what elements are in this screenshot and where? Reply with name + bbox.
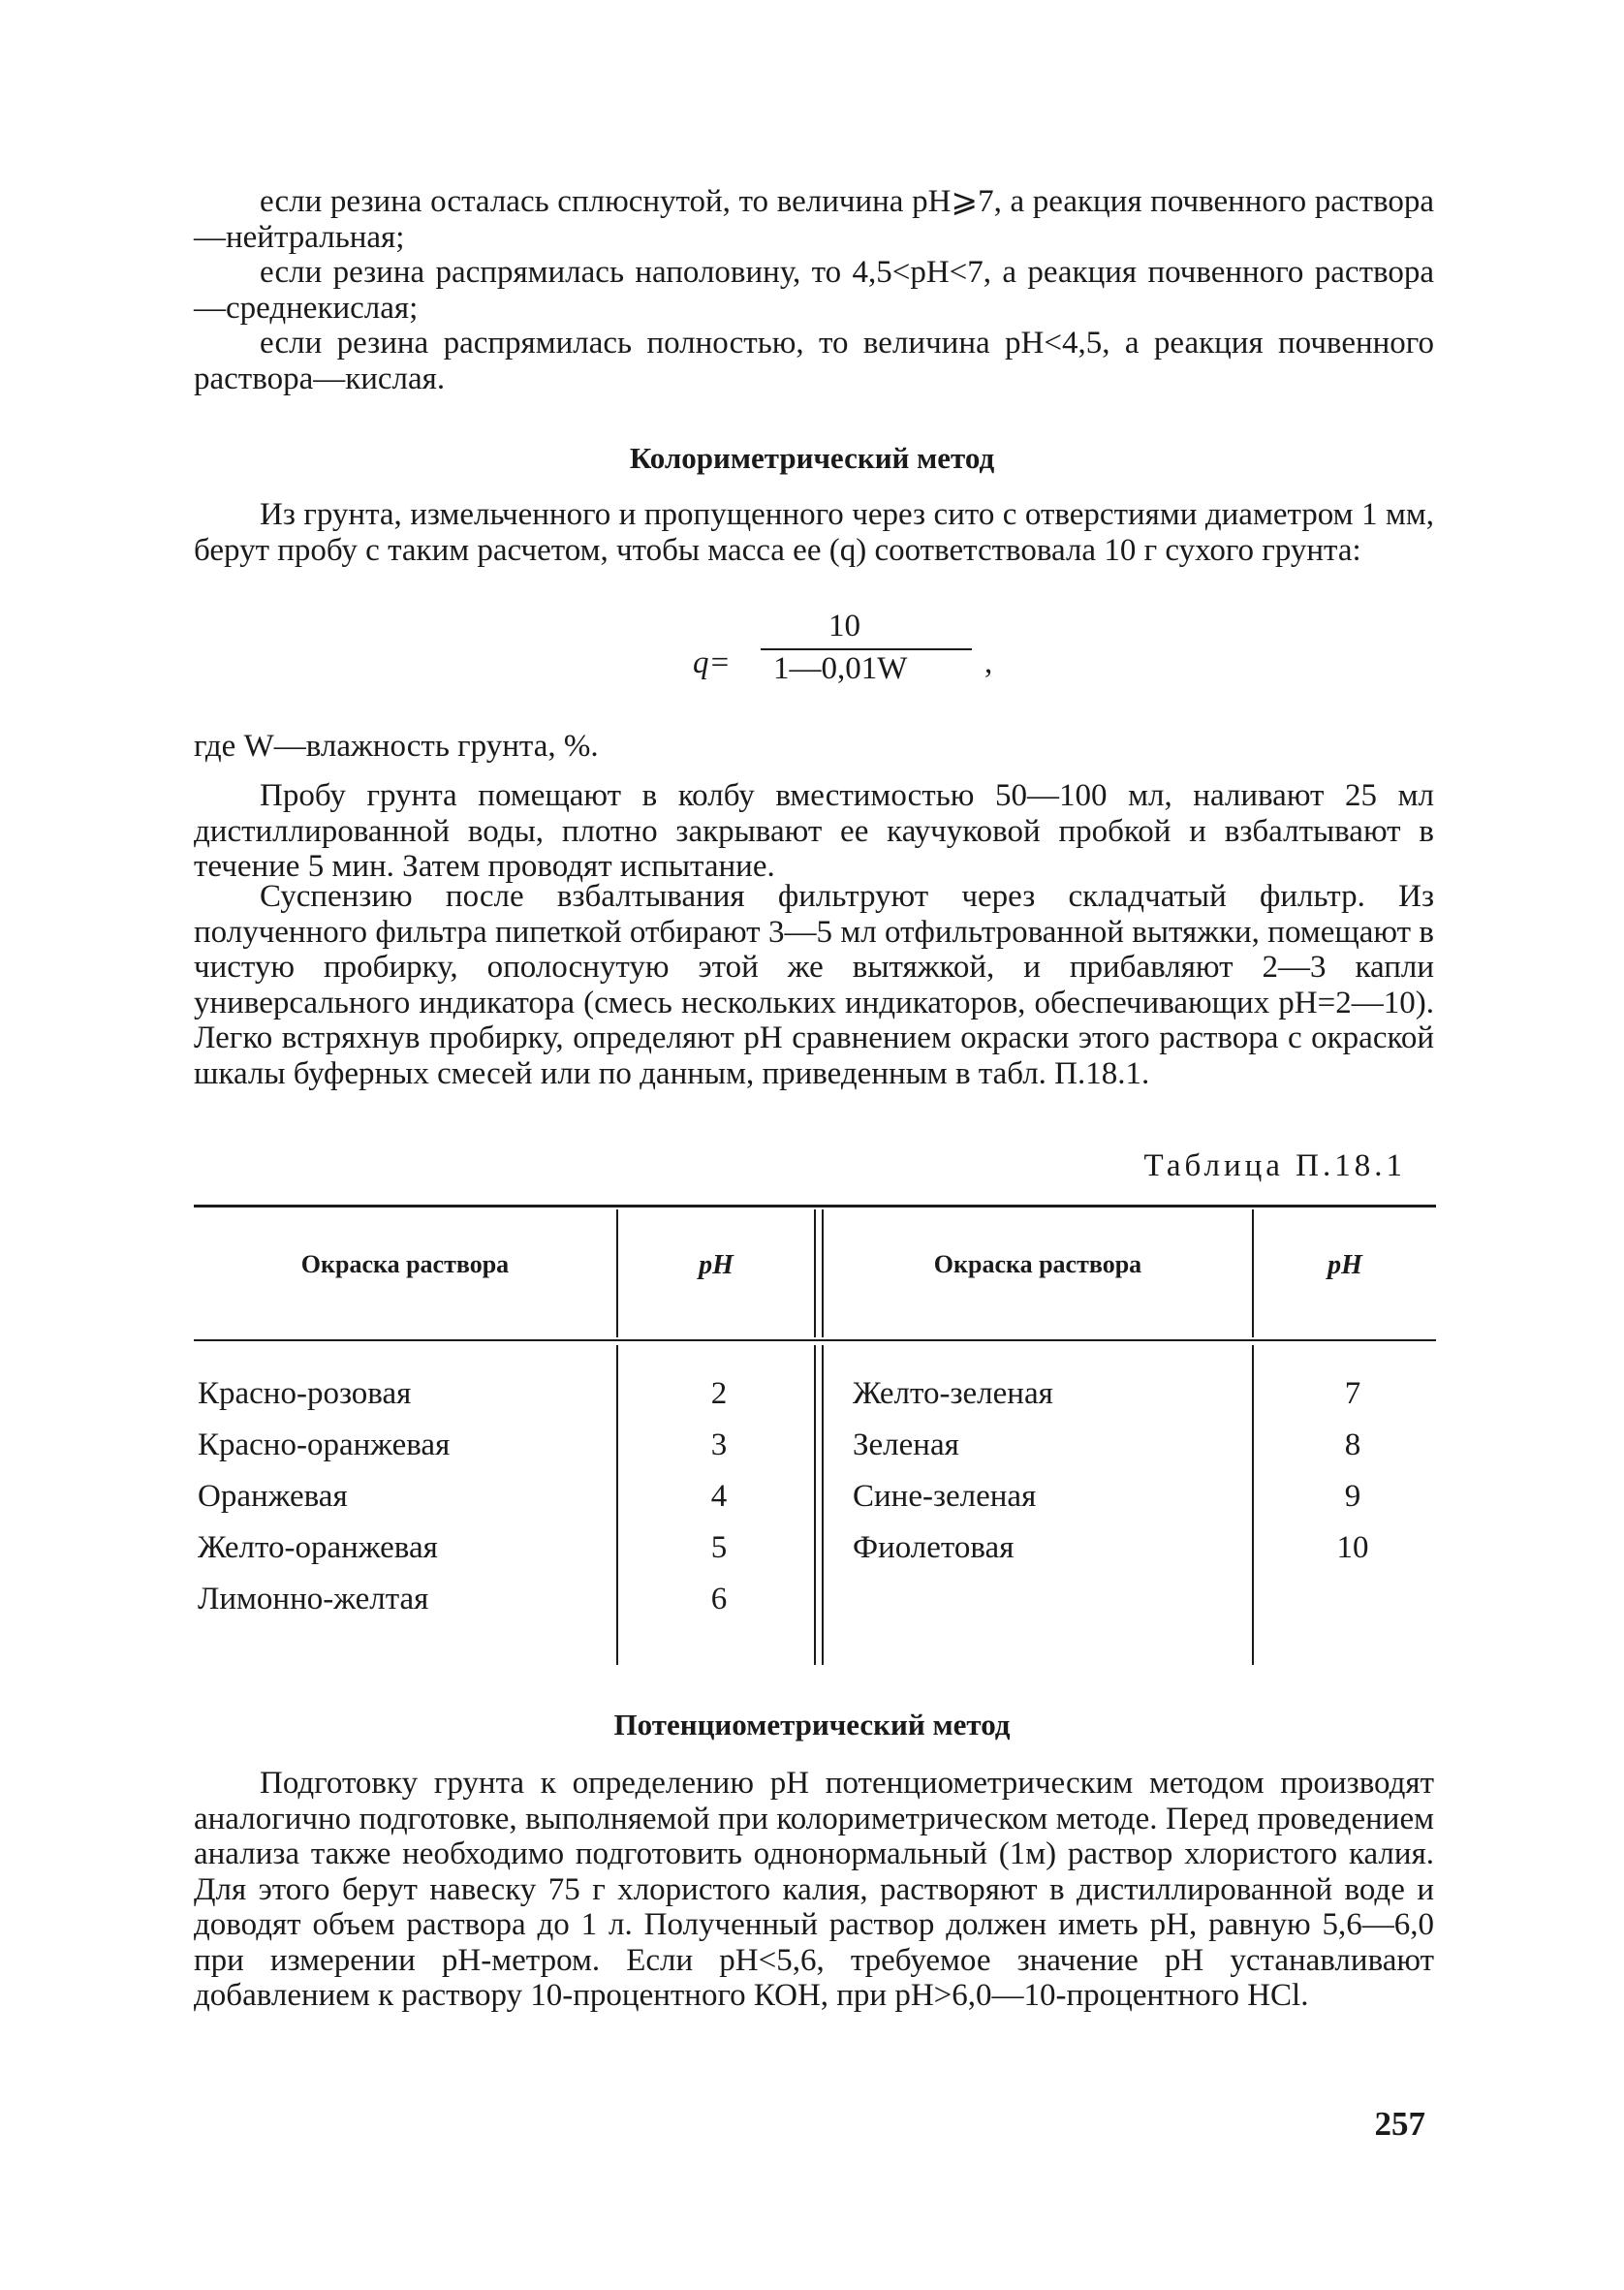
- header-ph-right: pH: [1327, 1250, 1362, 1280]
- formula-numerator: 10: [828, 609, 860, 643]
- header-divider-2a: [814, 1209, 816, 1337]
- table-row-left-4-ph: 5: [710, 1530, 728, 1565]
- table-row-left-5-color: Лимонно-желтая: [198, 1582, 429, 1616]
- header-ph-left: pH: [699, 1250, 734, 1280]
- colorimetric-paragraph-1: Из грунта, измельченного и пропущенного через сито с отверстиями диаметром 1 мм, берут пробу с таким расчетом, чтобы масса ее (q) соответствовала 10 г сухого грунта:: [194, 497, 1434, 568]
- page-number: 257: [1374, 2105, 1425, 2143]
- table-caption: Таблица П.18.1: [1143, 1148, 1406, 1183]
- table-row-right-3-ph: 9: [1344, 1479, 1361, 1514]
- header-color-right: Окраска раствора: [933, 1250, 1142, 1278]
- potentiometric-heading: Потенциометрический метод: [613, 1708, 1011, 1741]
- intro-paragraph-1: если резина осталась сплюснутой, то величина pH⩾7, а реакция почвенного раствора—нейтральная;: [194, 184, 1434, 255]
- table-row-right-4-ph: 10: [1336, 1530, 1369, 1565]
- table-row-right-1-ph: 7: [1344, 1376, 1361, 1411]
- table-row-left-3-color: Оранжевая: [198, 1479, 348, 1514]
- table-row-right-4-color: Фиолетовая: [853, 1530, 1015, 1565]
- table-row-right-2-color: Зеленая: [853, 1427, 959, 1462]
- formula-comma: ,: [984, 645, 993, 680]
- body-divider-3: [1252, 1345, 1254, 1665]
- table-row-left-2-color: Красно-оранжевая: [198, 1427, 451, 1462]
- body-divider-2b: [822, 1345, 824, 1665]
- table-row-right-3-color: Сине-зеленая: [853, 1479, 1037, 1514]
- intro-paragraph-2: если резина распрямилась наполовину, то 4,5<pH<7, а реакция почвенного раствора—среднекислая;: [194, 255, 1434, 326]
- table-row-left-1-color: Красно-розовая: [198, 1376, 412, 1411]
- body-divider-2a: [814, 1345, 816, 1665]
- where-clause: где W—влажность грунта, %.: [194, 729, 599, 764]
- table-row-left-4-color: Желто-оранжевая: [198, 1530, 438, 1565]
- table-top-rule: [194, 1205, 1436, 1208]
- intro-paragraph-3: если резина распрямилась полностью, то величина pH<4,5, а реакция почвенного раствора—кислая.: [194, 326, 1434, 396]
- header-color-left: Окраска раствора: [300, 1250, 510, 1278]
- table-row-left-1-ph: 2: [710, 1376, 728, 1411]
- table-row-left-5-ph: 6: [710, 1582, 728, 1616]
- fraction-bar: [761, 648, 972, 650]
- colorimetric-paragraph-2: Пробу грунта помещают в колбу вместимостью 50—100 мл, наливают 25 мл дистиллированной воды, плотно закрывают ее каучуковой пробкой и взбалтывают в течение 5 мин. Затем проводят испытание.: [194, 778, 1434, 884]
- table-row-left-2-ph: 3: [710, 1427, 728, 1462]
- body-divider-1: [616, 1345, 618, 1665]
- table-row-left-3-ph: 4: [710, 1479, 728, 1514]
- formula-lhs: q=: [693, 645, 731, 680]
- table-row-right-2-ph: 8: [1344, 1427, 1361, 1462]
- formula-denominator: 1—0,01W: [773, 651, 908, 686]
- table-header-rule: [194, 1339, 1436, 1341]
- table-row-right-1-color: Желто-зеленая: [853, 1376, 1053, 1411]
- colorimetric-paragraph-3: Суспензию после взбалтывания фильтруют через складчатый фильтр. Из полученного фильтра пипеткой отбирают 3—5 мл отфильтрованной вытяжки, помещают в чистую пробирку, ополоснутую этой же вытяжкой, и прибавляют 2—3 капли универсального индикатора (смесь нескольких индикаторов, обеспечивающих pH=2—10). Легко встряхнув пробирку, определяют pH сравнением окраски этого раствора с окраской шкалы буферных смесей или по данным, приведенным в табл. П.18.1.: [194, 879, 1434, 1091]
- potentiometric-paragraph-1: Подготовку грунта к определению pH потенциометрическим методом производят аналогично подготовке, выполняемой при колориметрическом методе. Перед проведением анализа также необходимо подготовить однонормальный (1м) раствор хлористого калия. Для этого берут навеску 75 г хлористого калия, растворяют в дистиллированной воде и доводят объем раствора до 1 л. Полученный раствор должен иметь pH, равную 5,6—6,0 при измерении pH-метром. Если pH<5,6, требуемое значение pH устанавливают добавлением к раствору 10-процентного КОН, при pH>6,0—10-процентного HCl.: [194, 1766, 1434, 2013]
- colorimetric-heading: Колориметрический метод: [629, 441, 995, 475]
